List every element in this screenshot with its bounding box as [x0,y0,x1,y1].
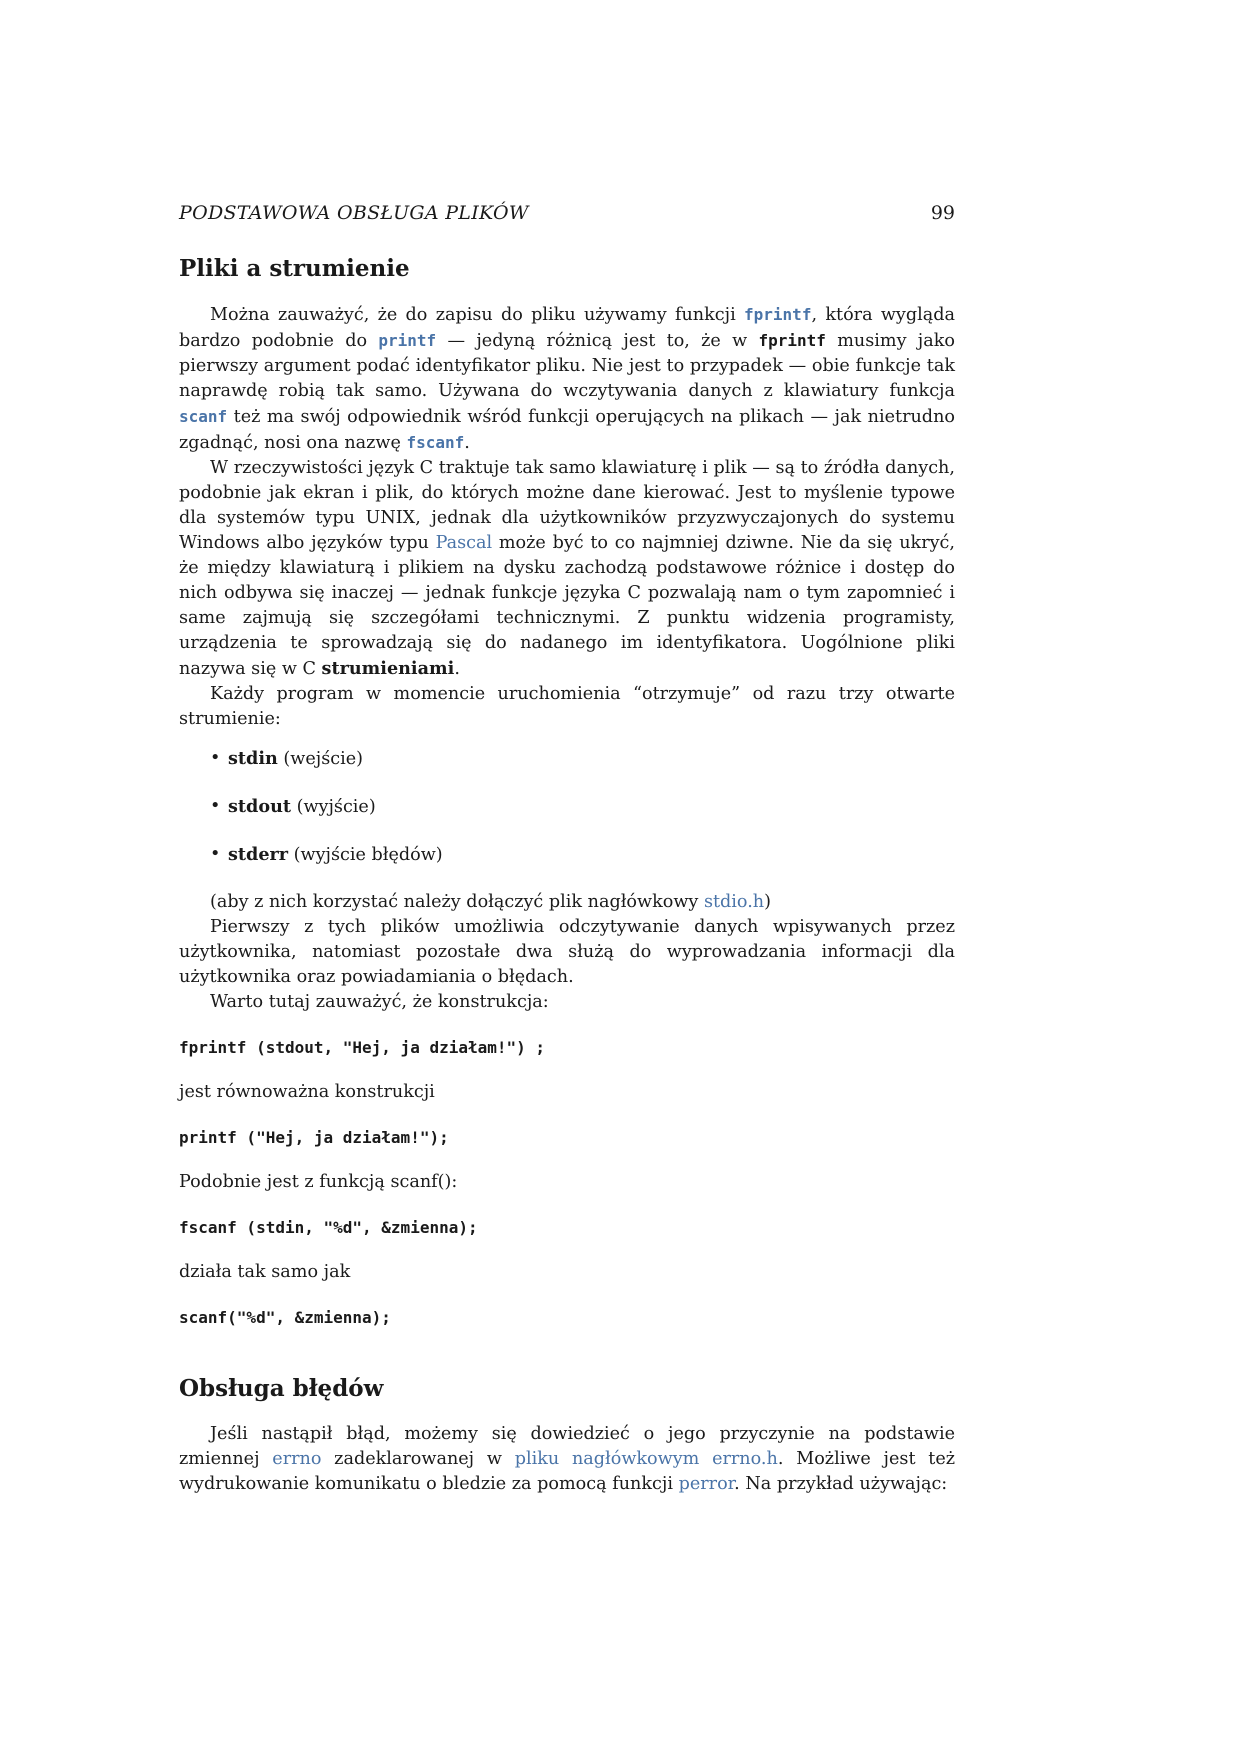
link-printf[interactable]: printf [378,331,437,350]
paragraph-construction: Warto tutaj zauważyć, że konstrukcja: [210,992,549,1012]
paragraph-three-streams: Każdy program w momencie uruchomienia “otrzymuje” od razu trzy otwarte strumienie: [179,684,955,729]
text-run: . Możliwe jest też wydrukowanie komunikatu o bledzie za pomocą funkcji [179,1449,956,1494]
paragraph-errno [179,1422,955,1497]
stream-name: stdin [228,748,278,769]
paragraph-fprintf [179,302,955,456]
running-title: PODSTAWOWA OBSŁUGA PLIKÓW [179,202,529,224]
paragraph-scanf-similar: Podobnie jest z funkcją scanf(): [179,1172,458,1192]
page-number: 99 [930,202,955,224]
stream-name: stderr [228,844,289,865]
bullet-icon: • [210,844,221,864]
running-header [179,202,955,224]
link-perror[interactable]: perror [678,1474,735,1494]
text-run: może być to co najmniej dziwne. Nie da się ukryć, że między klawiaturą i plikiem na dysku zachodzą podstawowe różnice i dostęp do nich odbywa się inaczej — jednak funkcje języka C pozwalają nam o tym zapomnieć i same zajmują się szczegółami technicznymi. Z punktu widzenia programisty, urządzenia te sprowadzają się do nadanego im identyfikatora. Uogólnione pliki nazywa się w C [179,533,955,679]
stream-desc: (wejście) [277,749,363,769]
text-run: — jedyną różnicą jest to, że w [436,331,759,351]
bullet-icon: • [210,796,221,816]
text-run: . [454,659,460,679]
text-run: . [464,433,470,453]
stream-desc: (wyjście błędów) [288,845,443,865]
paragraph-same-as: działa tak samo jak [179,1262,351,1282]
link-pascal[interactable]: Pascal [435,533,493,553]
stream-list [179,746,955,868]
section-title-errors: Obsługa błędów [179,1375,384,1402]
bold-term-strumieniami: strumieniami [321,658,455,679]
text-run: , która wygląda bardzo podobnie do [179,305,955,351]
text-run: . Na przykład używając: [734,1474,948,1494]
link-scanf[interactable]: scanf [179,407,228,426]
code-fprintf: fprintf [758,331,826,350]
paragraph-streams-concept [179,456,955,682]
code-block-scanf: scanf("%d", &zmienna); [179,1308,391,1327]
code-block-fprintf: fprintf (stdout, "Hej, ja działam!") ; [179,1038,546,1057]
list-item [210,794,955,820]
stream-name: stdout [228,796,291,817]
text-run: W rzeczywistości język C traktuje tak samo klawiaturę i plik — są to źródła danych, podobnie jak ekran i plik, do których możne dane kierować. Jest to myślenie typowe dla systemów typu UNIX, jednak dla użytkowników przyzwyczajonych do systemu Windows albo języków typu [179,458,955,553]
text-run: musimy jako pierwszy argument podać identyfikator pliku. Nie jest to przypadek — obie funkcje tak naprawdę robią tak samo. Używana do wczytywania danych z klawiatury funkcja [179,331,955,401]
bullet-icon: • [210,748,221,768]
code-block-fscanf: fscanf (stdin, "%d", &zmienna); [179,1218,478,1237]
list-item [210,842,955,868]
text-run: Jeśli nastąpił błąd, możemy się dowiedzieć o jego przyczynie na podstawie zmiennej [179,1424,955,1469]
text-run: (aby z nich korzystać należy dołączyć plik nagłówkowy [210,892,704,912]
stream-desc: (wyjście) [291,797,376,817]
text-run: ) [764,892,772,912]
paragraph-stream-roles: Pierwszy z tych plików umożliwia odczytywanie danych wpisywanych przez użytkownika, natomiast pozostałe dwa służą do wyprowadzania informacji dla użytkownika oraz powiadamiania o błędach. [179,917,955,987]
text-run: zadeklarowanej w [321,1449,515,1469]
paragraph-equivalent: jest równoważna konstrukcji [179,1082,435,1102]
paragraph-stdio-note [179,890,955,915]
section-title-streams: Pliki a strumienie [179,255,410,282]
link-stdio-h[interactable]: stdio.h [703,892,765,912]
link-errno[interactable]: errno [272,1449,322,1469]
code-block-printf: printf ("Hej, ja działam!"); [179,1128,449,1147]
page-content [179,254,955,1497]
link-fscanf[interactable]: fscanf [406,433,465,452]
list-item [210,746,955,772]
text-run: Można zauważyć, że do zapisu do pliku używamy funkcji [210,305,745,325]
link-fprintf[interactable]: fprintf [744,305,812,324]
link-errno-h[interactable]: pliku nagłówkowym errno.h [514,1449,778,1469]
text-run: też ma swój odpowiednik wśród funkcji operujących na plikach — jak nietrudno zgadnąć, nosi ona nazwę [179,407,955,453]
